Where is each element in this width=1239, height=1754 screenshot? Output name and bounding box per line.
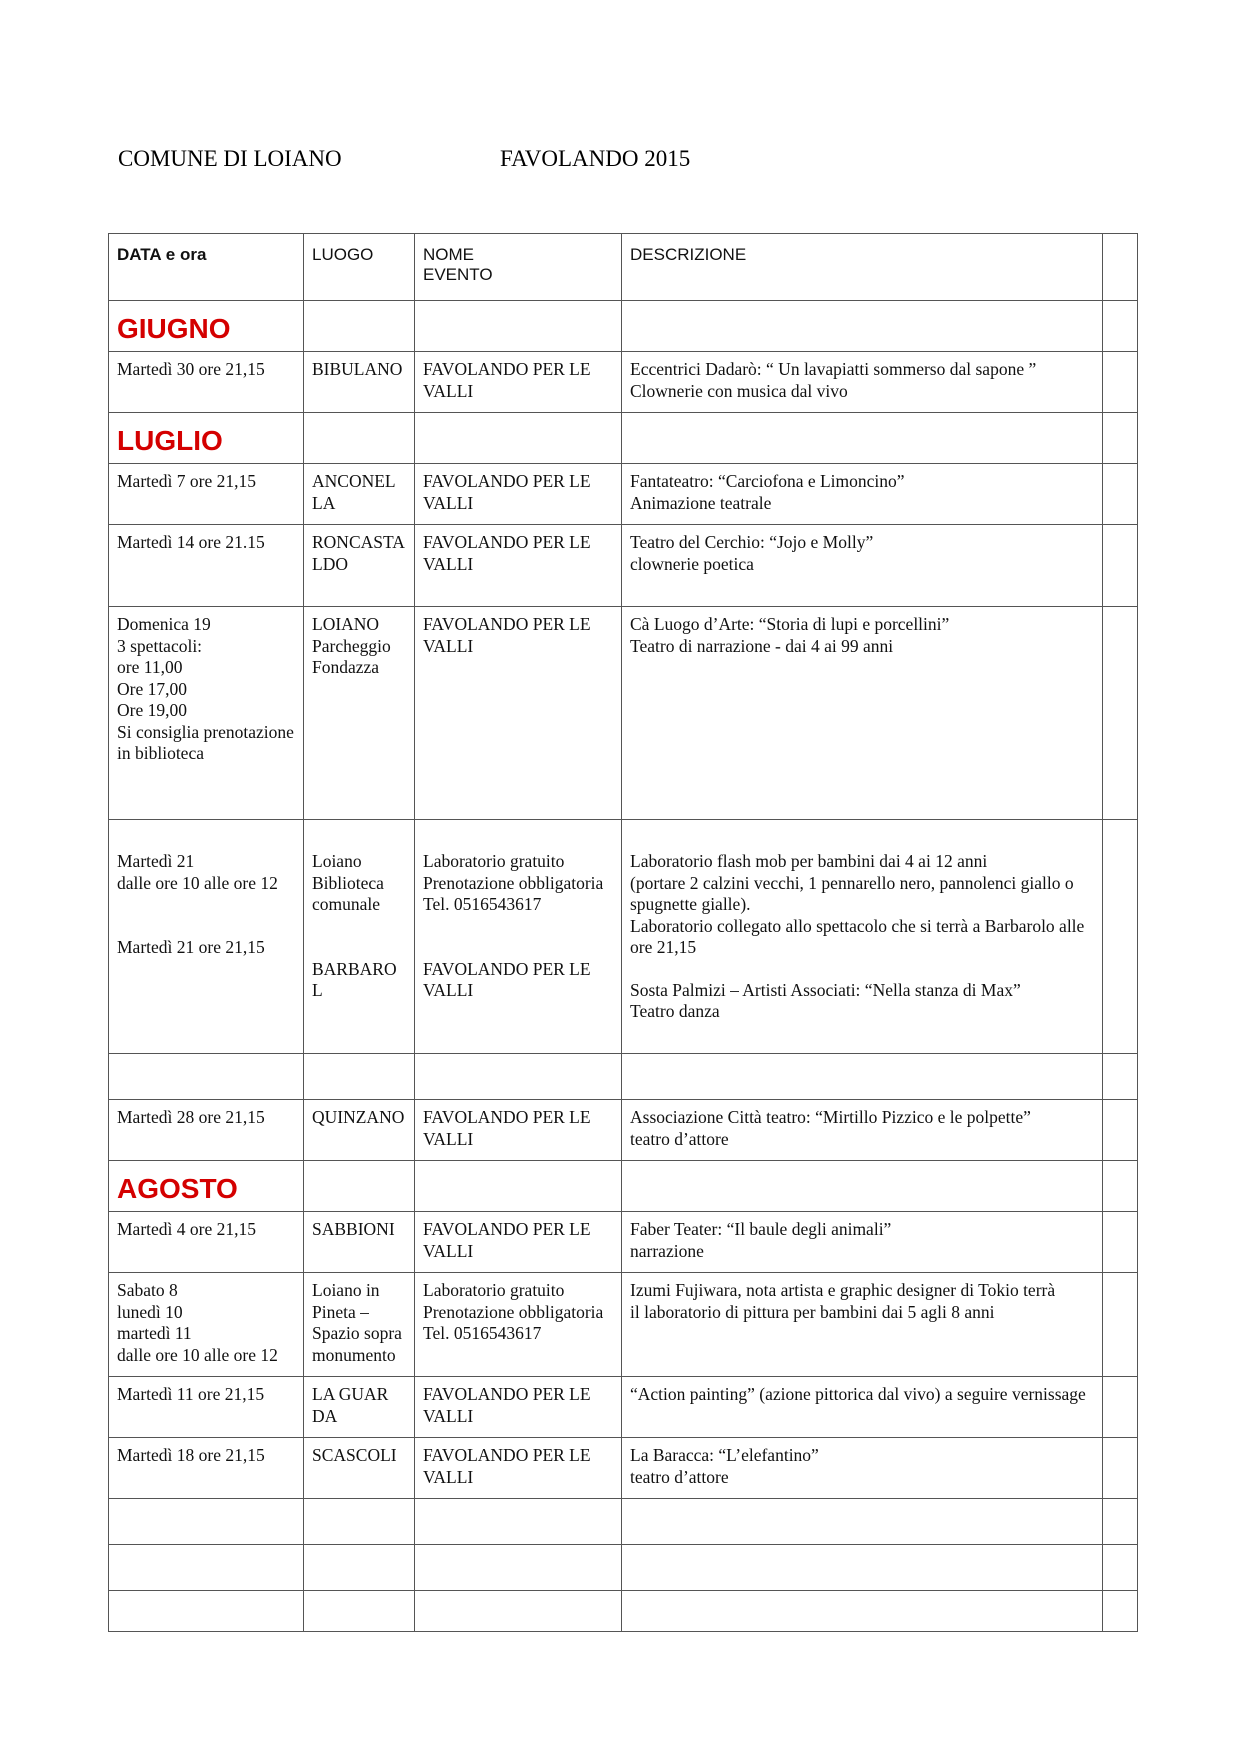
empty-cell: [415, 413, 622, 464]
cell-nome-lab: Laboratorio gratuito Prenotazione obbligatoria Tel. 0516543617: [423, 851, 604, 914]
empty-cell: [304, 1054, 415, 1100]
table-row: [109, 525, 1138, 607]
empty-row: [109, 1545, 1138, 1591]
cell-data: Sabato 8 lunedì 10 martedì 11 dalle ore 10 alle ore 12: [109, 1273, 304, 1377]
empty-cell: [304, 1499, 415, 1545]
empty-cell: [415, 1054, 622, 1100]
empty-cell: [1103, 607, 1138, 820]
empty-cell: [1103, 1273, 1138, 1377]
empty-cell: [1103, 1054, 1138, 1100]
empty-cell: [1103, 1499, 1138, 1545]
cell-nome: FAVOLANDO PER LE VALLI: [415, 1377, 622, 1438]
empty-cell: [415, 1591, 622, 1632]
header-extra: [1103, 234, 1138, 301]
cell-descrizione: Fantateatro: “Carciofona e Limoncino” Animazione teatrale: [622, 464, 1103, 525]
empty-cell: [622, 1545, 1103, 1591]
cell-descrizione: Izumi Fujiwara, nota artista e graphic designer di Tokio terrà il laboratorio di pittura per bambini dai 5 agli 8 anni: [622, 1273, 1103, 1377]
empty-cell: [304, 301, 415, 352]
cell-luogo: ANCONEL LA: [304, 464, 415, 525]
cell-nome: Laboratorio gratuito Prenotazione obbligatoria Tel. 0516543617: [415, 1273, 622, 1377]
table-row: [109, 820, 1138, 1054]
cell-descrizione: Associazione Città teatro: “Mirtillo Pizzico e le polpette” teatro d’attore: [622, 1100, 1103, 1161]
empty-cell: [109, 1054, 304, 1100]
empty-row: [109, 1591, 1138, 1632]
table-row: [109, 1273, 1138, 1377]
cell-descrizione: Teatro del Cerchio: “Jojo e Molly” clownerie poetica: [622, 525, 1103, 607]
cell-luogo: QUINZANO: [304, 1100, 415, 1161]
empty-cell: [109, 1591, 304, 1632]
cell-nome: [415, 820, 622, 1054]
cell-descrizione-show: Sosta Palmizi – Artisti Associati: “Nella stanza di Max” Teatro danza: [630, 979, 1021, 1021]
month-row-giugno: [109, 301, 1138, 352]
empty-cell: [1103, 413, 1138, 464]
empty-cell: [622, 1054, 1103, 1100]
document-header: [118, 146, 691, 172]
empty-cell: [109, 1499, 304, 1545]
empty-cell: [1103, 1377, 1138, 1438]
empty-cell: [1103, 1545, 1138, 1591]
empty-cell: [304, 1591, 415, 1632]
table-row: [109, 607, 1138, 820]
schedule-table: [108, 233, 1138, 1632]
cell-luogo: LOIANO Parcheggio Fondazza: [304, 607, 415, 820]
month-label: GIUGNO: [109, 301, 304, 352]
cell-luogo-show: BARBAROL: [312, 958, 397, 1000]
empty-cell: [622, 1161, 1103, 1212]
empty-cell: [1103, 352, 1138, 413]
empty-cell: [622, 1591, 1103, 1632]
header-luogo: LUOGO: [304, 234, 415, 301]
cell-descrizione-lab: Laboratorio flash mob per bambini dai 4 ai 12 anni (portare 2 calzini vecchi, 1 pennarello nero, pannolenci giallo o spugnette gialle). Laboratorio collegato allo spettacolo che si terrà a Barbarolo alle ore 21,15: [630, 851, 1085, 957]
header-comune: COMUNE DI LOIANO: [118, 146, 342, 171]
cell-data: Martedì 11 ore 21,15: [109, 1377, 304, 1438]
empty-row: [109, 1499, 1138, 1545]
empty-cell: [415, 301, 622, 352]
empty-row: [109, 1054, 1138, 1100]
table-row: [109, 1212, 1138, 1273]
cell-luogo: LA GUAR DA: [304, 1377, 415, 1438]
cell-data: Martedì 7 ore 21,15: [109, 464, 304, 525]
month-label: AGOSTO: [109, 1161, 304, 1212]
month-row-luglio: [109, 413, 1138, 464]
empty-cell: [622, 301, 1103, 352]
cell-data-lab: Martedì 21 dalle ore 10 alle ore 12: [117, 851, 278, 893]
header-nome-evento: NOME EVENTO: [415, 234, 622, 301]
empty-cell: [1103, 1212, 1138, 1273]
cell-data: Martedì 28 ore 21,15: [109, 1100, 304, 1161]
cell-data: Martedì 14 ore 21.15: [109, 525, 304, 607]
empty-cell: [1103, 1161, 1138, 1212]
empty-cell: [415, 1545, 622, 1591]
cell-data: Martedì 4 ore 21,15: [109, 1212, 304, 1273]
cell-nome: FAVOLANDO PER LE VALLI: [415, 1100, 622, 1161]
header-data: DATA e ora: [109, 234, 304, 301]
cell-data: Domenica 19 3 spettacoli: ore 11,00 Ore 17,00 Ore 19,00 Si consiglia prenotazione in biblioteca: [109, 607, 304, 820]
cell-nome: FAVOLANDO PER LE VALLI: [415, 1212, 622, 1273]
header-descrizione: DESCRIZIONE: [622, 234, 1103, 301]
cell-descrizione: Cà Luogo d’Arte: “Storia di lupi e porcellini” Teatro di narrazione - dai 4 ai 99 anni: [622, 607, 1103, 820]
cell-nome: FAVOLANDO PER LE VALLI: [415, 464, 622, 525]
cell-nome: FAVOLANDO PER LE VALLI: [415, 352, 622, 413]
empty-cell: [415, 1499, 622, 1545]
cell-luogo: Loiano in Pineta – Spazio sopra monumento: [304, 1273, 415, 1377]
cell-luogo: SCASCOLI: [304, 1438, 415, 1499]
cell-descrizione: “Action painting” (azione pittorica dal vivo) a seguire vernissage: [622, 1377, 1103, 1438]
table-row: [109, 352, 1138, 413]
empty-cell: [622, 1499, 1103, 1545]
table-row: [109, 464, 1138, 525]
cell-data: Martedì 18 ore 21,15: [109, 1438, 304, 1499]
cell-descrizione: [622, 820, 1103, 1054]
cell-data: Martedì 30 ore 21,15: [109, 352, 304, 413]
table-row: [109, 1377, 1138, 1438]
empty-cell: [304, 413, 415, 464]
empty-cell: [304, 1545, 415, 1591]
table-header-row: [109, 234, 1138, 301]
month-row-agosto: [109, 1161, 1138, 1212]
month-label: LUGLIO: [109, 413, 304, 464]
empty-cell: [1103, 1100, 1138, 1161]
empty-cell: [304, 1161, 415, 1212]
empty-cell: [1103, 1591, 1138, 1632]
empty-cell: [1103, 525, 1138, 607]
cell-luogo-lab: Loiano Biblioteca comunale: [312, 851, 384, 914]
cell-nome: FAVOLANDO PER LE VALLI: [415, 607, 622, 820]
cell-descrizione: Faber Teater: “Il baule degli animali” narrazione: [622, 1212, 1103, 1273]
empty-cell: [1103, 820, 1138, 1054]
empty-cell: [1103, 464, 1138, 525]
cell-nome: FAVOLANDO PER LE VALLI: [415, 525, 622, 607]
cell-nome-show: FAVOLANDO PER LE VALLI: [423, 958, 591, 1000]
empty-cell: [109, 1545, 304, 1591]
table-row: [109, 1100, 1138, 1161]
empty-cell: [1103, 1438, 1138, 1499]
empty-cell: [622, 413, 1103, 464]
cell-nome: FAVOLANDO PER LE VALLI: [415, 1438, 622, 1499]
cell-luogo: [304, 820, 415, 1054]
cell-luogo: SABBIONI: [304, 1212, 415, 1273]
cell-luogo: BIBULANO: [304, 352, 415, 413]
cell-luogo: RONCASTA LDO: [304, 525, 415, 607]
cell-descrizione: Eccentrici Dadarò: “ Un lavapiatti sommerso dal sapone ” Clownerie con musica dal vivo: [622, 352, 1103, 413]
table-row: [109, 1438, 1138, 1499]
cell-data-show: Martedì 21 ore 21,15: [117, 937, 265, 957]
empty-cell: [1103, 301, 1138, 352]
empty-cell: [415, 1161, 622, 1212]
cell-data: [109, 820, 304, 1054]
header-event-title: FAVOLANDO 2015: [500, 146, 691, 171]
cell-descrizione: La Baracca: “L’elefantino” teatro d’attore: [622, 1438, 1103, 1499]
